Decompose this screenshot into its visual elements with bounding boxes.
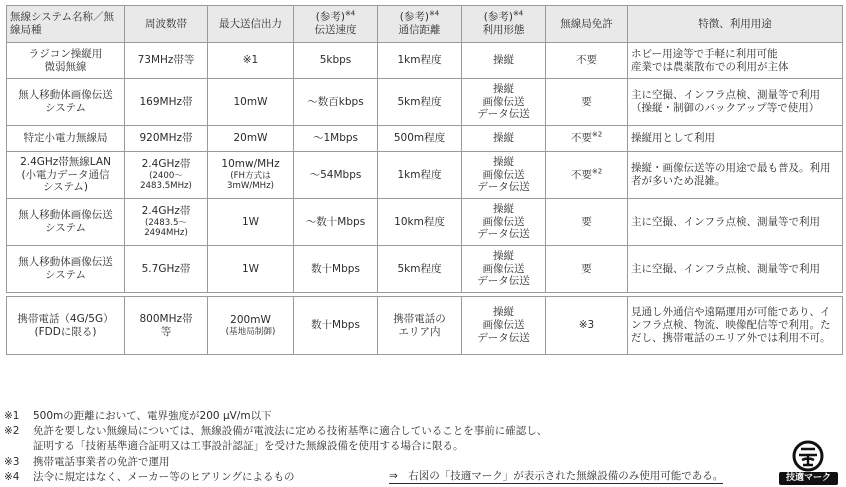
header-features: 特徴、利用用途 bbox=[628, 6, 843, 43]
cell-usage: 操縦 bbox=[462, 43, 546, 79]
cell-power: ※1 bbox=[208, 43, 294, 79]
cell-features: 見通し外通信や遠隔運用が可能であり、インフラ点検、物流、映像配信等で利用。ただし、携帯電話のエリア外では利用不可。 bbox=[628, 297, 843, 355]
cell-usage: 操縦 bbox=[462, 126, 546, 152]
cell-system-name: 無人移動体画像伝送 システム bbox=[7, 79, 125, 126]
cell-features: 主に空撮、インフラ点検、測量等で利用 bbox=[628, 199, 843, 246]
cell-frequency: 73MHz帯等 bbox=[125, 43, 208, 79]
cell-usage: 操縦 画像伝送 データ伝送 bbox=[462, 246, 546, 293]
giteki-note: ⇒ 右図の「技適マーク」が表示された無線設備のみ使用可能である。 bbox=[389, 470, 724, 482]
cell-speed: 数十Mbps bbox=[294, 246, 378, 293]
cell-distance: 携帯電話の エリア内 bbox=[378, 297, 462, 355]
header-license: 無線局免許 bbox=[546, 6, 628, 43]
cell-power: 1W bbox=[208, 246, 294, 293]
cell-speed: 5kbps bbox=[294, 43, 378, 79]
cell-power: 10mw/MHz (FH方式は 3mW/MHz) bbox=[208, 152, 294, 199]
giteki-mark-label: 技適マーク bbox=[779, 472, 838, 485]
cell-usage: 操縦 画像伝送 データ伝送 bbox=[462, 79, 546, 126]
table-row bbox=[7, 152, 843, 199]
cell-power: 1W bbox=[208, 199, 294, 246]
cell-system-name: 特定小電力無線局 bbox=[7, 126, 125, 152]
cell-system-name: ラジコン操縦用 微弱無線 bbox=[7, 43, 125, 79]
cell-features: 主に空撮、インフラ点検、測量等で利用 bbox=[628, 246, 843, 293]
cell-system-name: 無人移動体画像伝送 システム bbox=[7, 246, 125, 293]
cell-power: 200mW (基地局制御) bbox=[208, 297, 294, 355]
cell-system-name: 携帯電話（4G/5G） (FDDに限る) bbox=[7, 297, 125, 355]
cell-speed: 数十Mbps bbox=[294, 297, 378, 355]
table-row bbox=[7, 43, 843, 79]
table-row bbox=[7, 126, 843, 152]
footnote-3: ※3 携帯電話事業者の免許で運用 bbox=[4, 455, 170, 468]
header-row bbox=[7, 6, 843, 43]
cell-frequency: 800MHz帯 等 bbox=[125, 297, 208, 355]
table-row bbox=[7, 246, 843, 293]
cell-license: 要 bbox=[546, 246, 628, 293]
cell-speed: 〜1Mbps bbox=[294, 126, 378, 152]
cell-distance: 5km程度 bbox=[378, 246, 462, 293]
cell-frequency: 5.7GHz帯 bbox=[125, 246, 208, 293]
cell-features: ホビー用途等で手軽に利用可能 産業では農薬散布での利用が主体 bbox=[628, 43, 843, 79]
header-distance: (参考)$^{※4}$ 通信距離 bbox=[378, 6, 462, 43]
table-body bbox=[7, 43, 843, 355]
cell-system-name: 2.4GHz帯無線LAN (小電力データ通信 システム) bbox=[7, 152, 125, 199]
cell-license: 要 bbox=[546, 79, 628, 126]
footnote-4: ※4 法令に規定はなく、メーカー等のヒアリングによるもの bbox=[4, 470, 295, 483]
cell-speed: 〜数十Mbps bbox=[294, 199, 378, 246]
cell-frequency: 169MHz帯 bbox=[125, 79, 208, 126]
cell-usage: 操縦 画像伝送 データ伝送 bbox=[462, 199, 546, 246]
cell-speed: 〜54Mbps bbox=[294, 152, 378, 199]
cell-distance: 1km程度 bbox=[378, 152, 462, 199]
cell-features: 主に空撮、インフラ点検、測量等で利用（操縦・制御のバックアップ等で使用） bbox=[628, 79, 843, 126]
cell-power: 20mW bbox=[208, 126, 294, 152]
cell-usage: 操縦 画像伝送 データ伝送 bbox=[462, 152, 546, 199]
cell-usage: 操縦 画像伝送 データ伝送 bbox=[462, 297, 546, 355]
header-frequency: 周波数帯 bbox=[125, 6, 208, 43]
cell-features: 操縦用として利用 bbox=[628, 126, 843, 152]
header-speed: (参考)$^{※4}$ 伝送速度 bbox=[294, 6, 378, 43]
cell-frequency: 2.4GHz帯 (2400〜 2483.5MHz) bbox=[125, 152, 208, 199]
table-row bbox=[7, 297, 843, 355]
cell-license: 不要 bbox=[546, 43, 628, 79]
cell-distance: 5km程度 bbox=[378, 79, 462, 126]
cell-power: 10mW bbox=[208, 79, 294, 126]
header-system-name: 無線システム名称／無 線局種 bbox=[7, 6, 125, 43]
cell-system-name: 無人移動体画像伝送 システム bbox=[7, 199, 125, 246]
footnote-2: ※2 免許を要しない無線局については、無線設備が電波法に定める技術基準に適合していることを事前に確認し、 証明する「技術基準適合証明又は工事設計認証」を受けた無線設備を使用する場合に限る。 bbox=[4, 425, 548, 453]
table-row bbox=[7, 79, 843, 126]
cell-features: 操縦・画像伝送等の用途で最も普及。利用者が多いため混雑。 bbox=[628, 152, 843, 199]
cell-frequency: 2.4GHz帯 (2483.5〜 2494MHz) bbox=[125, 199, 208, 246]
cell-distance: 10km程度 bbox=[378, 199, 462, 246]
cell-speed: 〜数百kbps bbox=[294, 79, 378, 126]
cell-license: 要 bbox=[546, 199, 628, 246]
cell-license: 不要$^{※2}$ bbox=[546, 152, 628, 199]
cell-distance: 500m程度 bbox=[378, 126, 462, 152]
table-row bbox=[7, 199, 843, 246]
footnote-1: ※1 500mの距離において、電界強度が200 μV/m以下 bbox=[4, 410, 272, 422]
cell-distance: 1km程度 bbox=[378, 43, 462, 79]
cell-license: 不要$^{※2}$ bbox=[546, 126, 628, 152]
header-usage: (参考)$^{※4}$ 利用形態 bbox=[462, 6, 546, 43]
radio-systems-table bbox=[6, 5, 843, 355]
header-max-power: 最大送信出力 bbox=[208, 6, 294, 43]
cell-frequency: 920MHz帯 bbox=[125, 126, 208, 152]
cell-license: ※3 bbox=[546, 297, 628, 355]
